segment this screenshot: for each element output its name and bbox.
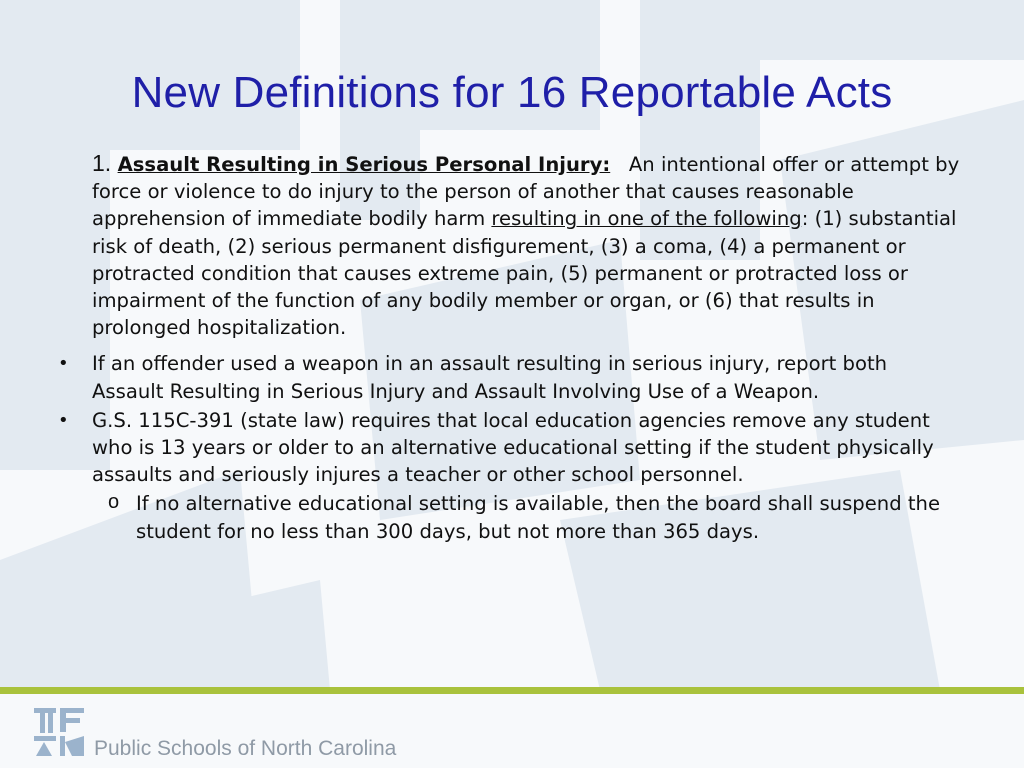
- footer-divider: [0, 687, 1024, 694]
- bullet-text: If an offender used a weapon in an assault resulting in serious injury, report both Assault Resulting in Serious Injury and Assault Involving Use of a Weapon.: [92, 352, 888, 403]
- slide-body: [52, 150, 962, 545]
- definition-text-before: An intentional offer or attempt by force or violence to do injury to the person of another that causes reasonable apprehension of immediate bodily harm: [92, 153, 960, 231]
- slide-title: New Definitions for 16 Reportable Acts: [131, 68, 893, 117]
- definition-term: Assault Resulting in Serious Personal Injury:: [117, 153, 611, 176]
- bullet-marker: •: [58, 409, 69, 431]
- bullet-marker: •: [58, 353, 69, 375]
- bullet-text: G.S. 115C-391 (state law) requires that local education agencies remove any student who is 13 years or older to an alternative educational setting if the student physically assaults and seriously injures a teacher or other school personnel.: [92, 408, 934, 487]
- definition-text-after: : (1) substantial risk of death, (2) serious permanent disfigurement, (3) a coma, (4) a permanent or protracted condition that causes extreme pain, (5) permanent or protracted loss or impairment of the function of any bodily member or organ, or (6) that results in prolonged hospitalization.: [92, 207, 957, 340]
- definition-paragraph: [92, 150, 962, 341]
- definition-number: 1.: [92, 150, 118, 176]
- sub-bullet-marker: o: [108, 491, 120, 514]
- nc-schools-logo-icon: [32, 704, 88, 760]
- sub-bullet-item: [52, 490, 962, 544]
- sub-bullet-text: If no alternative educational setting is available, then the board shall suspend the student for no less than 300 days, but not more than 365 days.: [136, 492, 941, 543]
- definition-underlined-phrase: resulting in one of the following: [491, 207, 802, 231]
- footer-org-name: Public Schools of North Carolina: [94, 737, 397, 760]
- bullet-item: [52, 407, 962, 489]
- bullet-item: [52, 350, 962, 404]
